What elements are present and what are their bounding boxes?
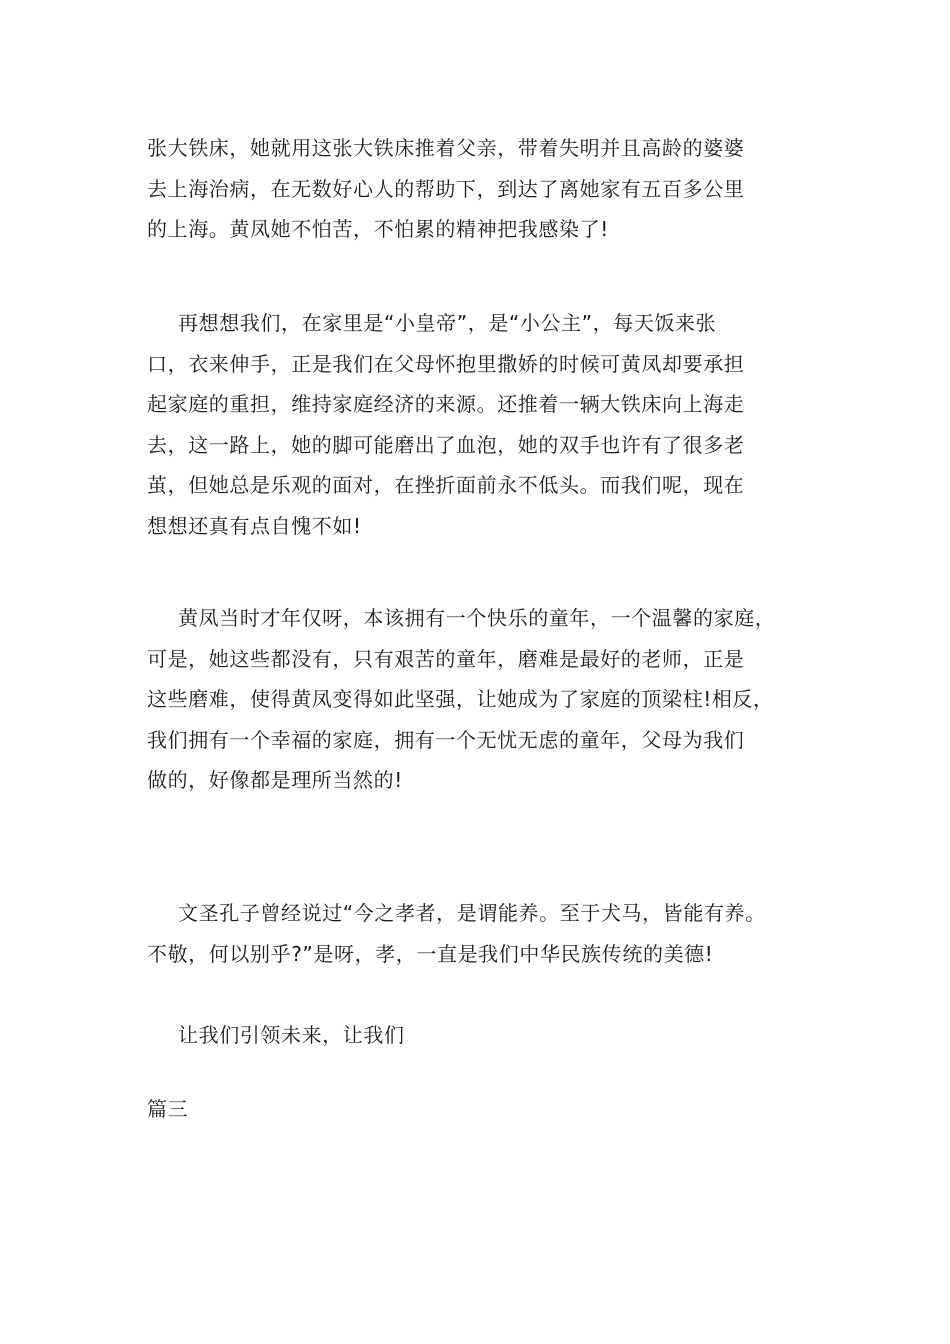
text-line: 起家庭的重担，维持家庭经济的来源。还推着一辆大铁床向上海走 <box>147 392 745 417</box>
text-line: 文圣孔子曾经说过“今之孝者，是谓能养。至于犬马，皆能有养。 <box>178 901 766 925</box>
text-line: 口，衣来伸手，正是我们在父母怀抱里撒娇的时候可黄凤却要承担 <box>147 351 745 376</box>
paragraph-5 <box>147 1015 827 1056</box>
section-heading <box>147 1089 827 1130</box>
text-line: 可是，她这些都没有，只有艰苦的童年，磨难是最好的老师，正是 <box>147 646 745 671</box>
paragraph-2 <box>147 303 827 547</box>
text-line: 想想还真有点自愧不如! <box>147 513 362 538</box>
text-line: 不敬，何以别乎?”是呀，孝，一直是我们中华民族传统的美德! <box>147 941 714 966</box>
text-line: 做的，好像都是理所当然的! <box>147 768 403 793</box>
text-line: 再想想我们，在家里是“小皇帝”，是“小公主”，每天饭来张 <box>178 311 717 335</box>
text-line: 的上海。黄凤她不怕苦，不怕累的精神把我感染了! <box>147 217 609 242</box>
text-line: 我们拥有一个幸福的家庭，拥有一个无忧无虑的童年，父母为我们 <box>147 727 745 752</box>
paragraph-1 <box>147 128 827 250</box>
paragraph-3 <box>147 598 827 801</box>
text-line: 去上海治病，在无数好心人的帮助下，到达了离她家有五百多公里 <box>147 176 745 201</box>
text-line: 茧，但她总是乐观的面对，在挫折面前永不低头。而我们呢，现在 <box>147 473 745 498</box>
text-line: 去，这一路上，她的脚可能磨出了血泡，她的双手也许有了很多老 <box>147 432 745 457</box>
paragraph-4 <box>147 893 827 974</box>
section-title: 篇三 <box>147 1097 189 1121</box>
text-line: 这些磨难，使得黄凤变得如此坚强，让她成为了家庭的顶梁柱!相反， <box>147 687 774 712</box>
text-line: 张大铁床，她就用这张大铁床推着父亲，带着失明并且高龄的婆婆 <box>147 136 745 160</box>
text-line: 让我们引领未来，让我们 <box>178 1023 405 1047</box>
text-line: 黄凤当时才年仅呀，本该拥有一个快乐的童年，一个温馨的家庭， <box>178 606 776 630</box>
